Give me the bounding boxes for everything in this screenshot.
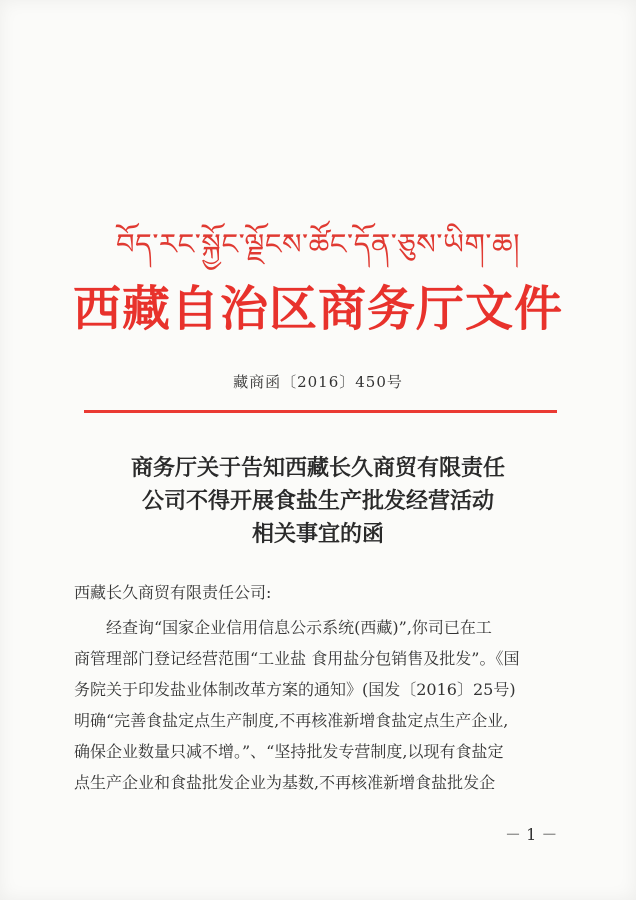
body-line: 明确“完善食盐定点生产制度,不再核准新增食盐定点生产企业, bbox=[74, 711, 509, 730]
subject-line: 公司不得开展食盐生产批发经营活动 bbox=[141, 488, 494, 514]
page-number: － 1 － bbox=[505, 825, 558, 844]
salutation: 西藏长久商贸有限责任公司: bbox=[74, 583, 272, 602]
tibetan-title: བོད་རང་སྐྱོང་ལྗོངས་ཚོང་དོན་ཅུས་ཡིག་ཆ། bbox=[115, 227, 521, 261]
body-line: 点生产企业和食盐批发企业为基数,不再核准新增食盐批发企 bbox=[74, 773, 496, 792]
body-text bbox=[74, 612, 557, 798]
document-header-title: 西藏自治区商务厅文件 bbox=[72, 281, 563, 337]
body-line: 商管理部门登记经营范围“工业盐 食用盐分包销售及批发”。《国 bbox=[74, 649, 520, 668]
body-line: 确保企业数量只减不增。”、“坚持批发专营制度,以现有食盐定 bbox=[74, 742, 504, 761]
document-number: 藏商函〔2016〕450号 bbox=[233, 373, 403, 391]
subject-line: 相关事宜的函 bbox=[251, 521, 384, 547]
red-divider-line bbox=[84, 410, 557, 413]
document-subject bbox=[90, 452, 546, 551]
body-line: 经查询“国家企业信用信息公示系统(西藏)”,你司已在工 bbox=[106, 618, 492, 637]
subject-line: 商务厅关于告知西藏长久商贸有限责任 bbox=[130, 455, 505, 481]
body-line: 务院关于印发盐业体制改革方案的通知》(国发〔2016〕25号) bbox=[74, 680, 516, 699]
